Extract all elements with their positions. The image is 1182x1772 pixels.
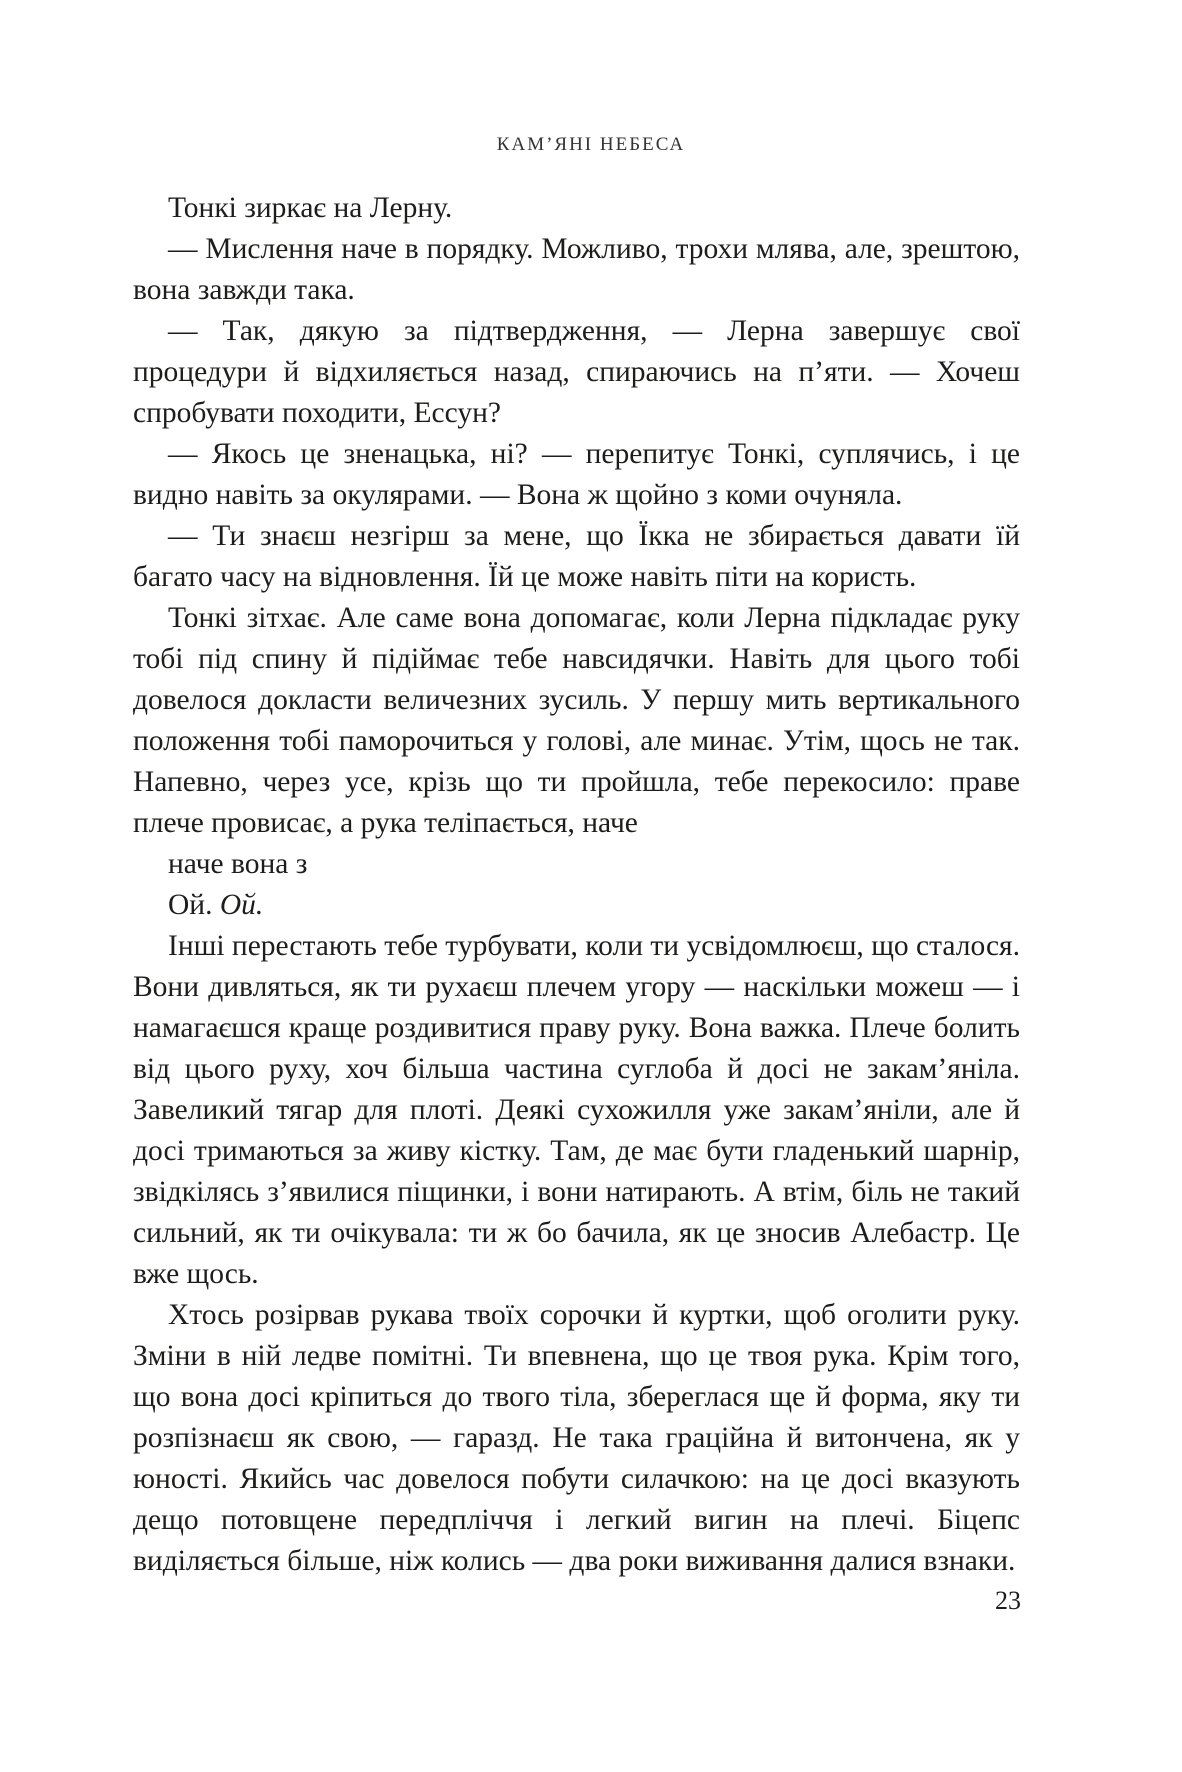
paragraph: — Якось це зненацька, ні? — перепитує Тонкі, суплячись, і це видно навіть за окулярами. — Вона ж щойно з коми очуняла.	[133, 438, 1020, 511]
paragraph-italic-part: Ой.	[219, 889, 264, 921]
paragraph: — Мислення наче в порядку. Можливо, трохи млява, але, зрештою, вона завжди така.	[133, 233, 1020, 306]
paragraph: наче вона з	[168, 848, 308, 880]
paragraph: Інші перестають тебе турбувати, коли ти усвідомлюєш, що сталося. Вони дивляться, як ти рухаєш плечем угору — наскільки можеш — і намагаєшся краще роздивитися праву руку. Вона важка. Плече болить від цього руху, хоч більша частина суглоба й досі не закам’яніла. Завеликий тягар для плоті. Деякі сухожилля уже закам’яніли, але й досі тримаються за живу кістку. Там, де має бути гладенький шарнір, звідкілясь з’явилися піщинки, і вони натирають. А втім, біль не такий сильний, як ти очікувала: ти ж бо бачила, як це зносив Алебастр. Це вже щось.	[133, 930, 1020, 1290]
paragraph: Хтось розірвав рукава твоїх сорочки й куртки, щоб оголити руку. Зміни в ній ледве помітні. Ти впевнена, що це твоя рука. Крім того, що вона досі кріпиться до твого тіла, збереглася ще й форма, яку ти розпізнаєш як свою, — гаразд. Не така граційна й витончена, як у юності. Якийсь час довелося побути силачкою: на це досі вказують дещо потовщене передпліччя і легкий вигин на плечі. Біцепс виділяється більше, ніж колись — два роки виживання далися взнаки.	[133, 1299, 1020, 1577]
paragraph-plain-part: Ой.	[168, 889, 220, 921]
paragraph: Тонкі зітхає. Але саме вона допомагає, коли Лерна підкладає руку тобі під спину й підіймає тебе навсидячки. Навіть для цього тобі довелося докласти величезних зусиль. У першу мить вертикального положення тобі паморочиться у голові, але минає. Утім, щось не так. Напевно, через усе, крізь що ти пройшла, тебе перекосило: праве плече провисає, а рука теліпається, наче	[133, 602, 1020, 839]
paragraph: — Ти знаєш незгірш за мене, що Їкка не збирається давати їй багато часу на відновлення. Їй це може навіть піти на користь.	[133, 520, 1020, 593]
page-number: 23	[995, 1586, 1021, 1615]
paragraph: — Так, дякую за підтвердження, — Лерна завершує свої процедури й відхиляється назад, спираючись на п’яти. — Хочеш спробувати походити, Ессун?	[133, 315, 1020, 429]
paragraph	[133, 885, 1020, 926]
paragraph: Тонкі зиркає на Лерну.	[168, 192, 453, 224]
running-head: КАМ’ЯНІ НЕБЕСА	[496, 134, 686, 155]
body-text	[133, 188, 1020, 1582]
